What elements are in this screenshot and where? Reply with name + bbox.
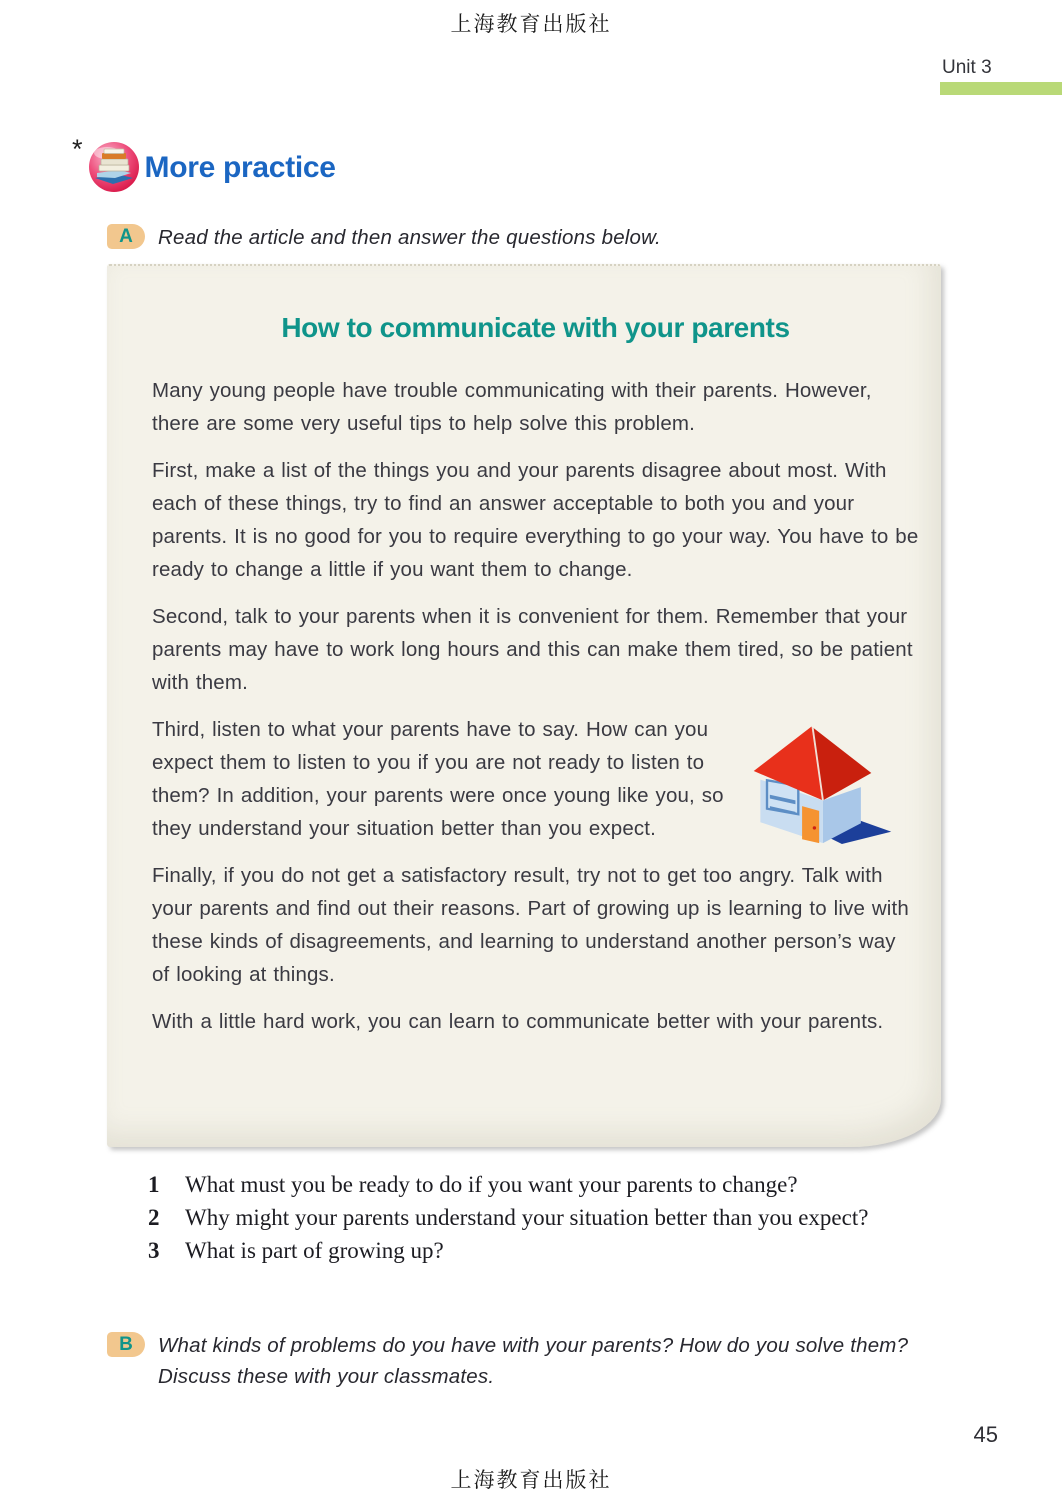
article-title: How to communicate with your parents: [281, 312, 790, 343]
question-text: What must you be ready to do if you want your parents to change?: [185, 1172, 798, 1197]
question-number: 2: [148, 1205, 160, 1230]
question-number: 1: [148, 1172, 160, 1197]
activity-b-instruction: What kinds of problems do you have with your parents? How do you solve them? Discuss these with your classmates.: [158, 1334, 909, 1388]
header-publisher: 上海教育出版社: [450, 12, 612, 36]
article-paragraph: Finally, if you do not get a satisfactory result, try not to get too angry. Talk with your parents and find out their reasons. Part of growing up is learning to live with these kinds of disagreements, and learning to understand another person’s way of looking at things.: [152, 864, 909, 986]
footer-publisher: 上海教育出版社: [450, 1468, 612, 1492]
question-text: Why might your parents understand your situation better than you expect?: [185, 1205, 869, 1230]
question-item: [148, 1234, 948, 1267]
books-icon: [87, 140, 141, 194]
unit-header: [940, 57, 1062, 95]
section-heading: [72, 134, 336, 194]
question-number: 3: [148, 1238, 160, 1263]
page-number: 45: [973, 1422, 998, 1447]
question-item: [148, 1201, 948, 1234]
article-paragraph: First, make a list of the things you and your parents disagree about most. With each of these things, try to find an answer acceptable to both you and your parents. It is no good for you to require everything to go your way. You have to be ready to change a little if you want them to change.: [152, 459, 919, 581]
question-text: What is part of growing up?: [185, 1238, 444, 1263]
unit-label: Unit 3: [942, 57, 992, 78]
article-paragraph: With a little hard work, you can learn to communicate better with your parents.: [152, 1010, 884, 1033]
article-paragraph: Third, listen to what your parents have to say. How can you expect them to listen to you if you are not ready to listen to them? In addition, your parents were once young like you, so they understand your situation better than you expect.: [152, 718, 724, 840]
activity-b-badge: B: [107, 1332, 145, 1357]
paragraph-with-illustration: [152, 713, 919, 845]
activity-b: [107, 1330, 948, 1392]
unit-accent-bar: [940, 82, 1062, 95]
question-item: [148, 1168, 948, 1201]
article-paragraph: Second, talk to your parents when it is convenient for them. Remember that your parents may have to work long hours and this can make them tired, so be patient with them.: [152, 605, 913, 694]
more-practice-title: More practice: [144, 151, 336, 184]
article-paper: [107, 264, 941, 1147]
activity-a-badge: A: [107, 224, 145, 249]
activity-a: [107, 222, 661, 253]
asterisk-marker: *: [72, 134, 83, 164]
question-list: [148, 1168, 948, 1267]
house-icon: [743, 717, 901, 845]
activity-a-instruction: Read the article and then answer the questions below.: [158, 226, 661, 249]
article-paragraph: Many young people have trouble communicating with their parents. However, there are some very useful tips to help solve this problem.: [152, 379, 872, 435]
